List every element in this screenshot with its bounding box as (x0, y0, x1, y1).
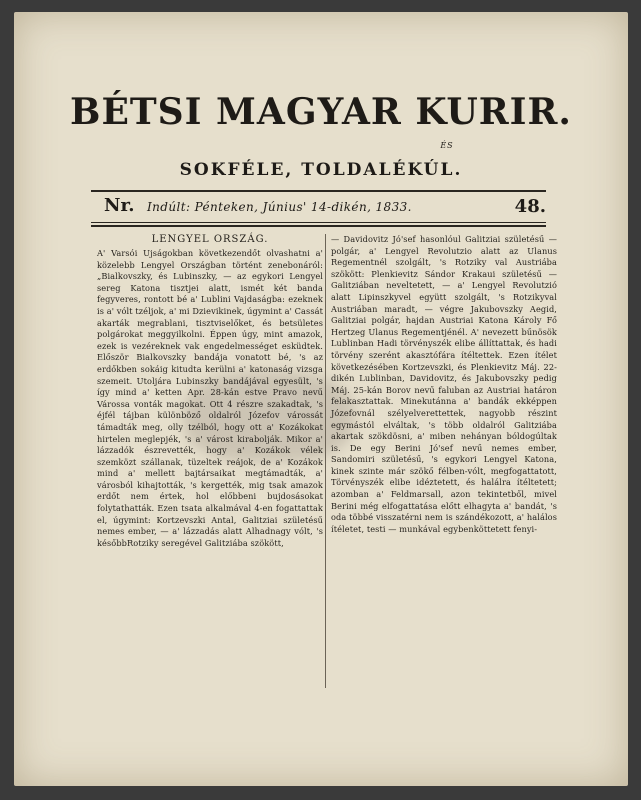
article-text-left: A' Varsói Ujságokban következendőt olvashatni a' közelebb Lengyel Országban történt zenebonáról: „Bialkovszky, és Lubinszky, — az egykori Lengyel sereg Katona tisztjei alatt, ismét két banda fegyveres, rontott bé a' Lublini Vajdaságba: ezeknek is a' vólt tzéljok, a' mi Dzievikinek, úgymint a' Cassát akarták megrablani, tisztviselőket, és betsületes polgárokat meggyilkolni. Éppen úgy, mint amazok, ezek is vezéreknek vak engedelmességet esküdtek. Először Bialkovszky bandája vonatott bé, 's az erdőkben sokáig kitudta kerülni a' katonaság vizsga szemeit. Utoljára Lubinszky bandájával egyesült, 's így mind a' ketten Apr. 28-kán estve Pravo nevű Várossa vonták magokat. Ott 4 részre szakadtak, 's éjfél tájban különböző oldalról Józefov várossát támadták meg, olly tzélból, hogy ott a' Kozákokat hirtelen meglepjék, 's a' várost kirabolják. Mikor a' lázzadók észrevették, hogy a' Kozákok vélek szemközt szállanak, tüzeltek reájok, de a' Kozákok mind a' mellett bajtársaikat megtámadták, a' városból kihajtották, 's kergették, mig tsak amazok erdőt nem értek, hol előbbeni bujdosásokat folytathatták. Ezen tsata alkalmával 4-en fogattattak el, úgymint: Kortzevszki Antal, Galitziai születésű nemes ember, — a' lázzadás alatt Alhadnagy vólt, 's későbbRotziky seregével Galitziába szökött, (97, 248, 323, 548)
newspaper-subtitle: SOKFÉLE, TOLDALÉKÚL. (179, 160, 463, 180)
bottom-rule-thick (91, 225, 546, 227)
newspaper-page (14, 12, 628, 786)
article-heading: LENGYEL ORSZÁG. (151, 234, 269, 245)
article-column-right (331, 234, 557, 535)
dateline: Indúlt: Pénteken, Június' 14-dikén, 1833. (147, 200, 412, 214)
issue-line (94, 195, 546, 221)
number-label: Nr. (104, 195, 135, 216)
bottom-rule-thin (91, 222, 546, 223)
issue-number: 48. (514, 196, 546, 217)
column-divider (325, 234, 326, 688)
article-column-left (97, 234, 323, 549)
top-rule (91, 190, 546, 192)
title-connector: ÉS (440, 141, 454, 150)
newspaper-title: BÉTSI MAGYAR KURIR. (70, 91, 572, 133)
article-text-right: — Davidovitz Jó'sef hasonlóul Galitziai születésű — polgár, a' Lengyel Revolutzio alatt az Ulanus Regementnél szolgált, 's Rotziky val Austriába szökött: Plenkievitz Sándor Krakaui születésű — Galitziában neveltetett, — a' Lengyel Revolutzió alatt Lipinszkyvel együtt szolgált, 's Rotzikyval Austriában maradt, — végre Jakubovszky Aegid, Galitziai polgár, hajdan Austriai Katona Károly Fő Hertzeg Ulanus Regementjénél. A' nevezett bűnösök Lublinban Hadi törvényszék elibe állíttattak, és hadi törvény szerént akasztófára ítéltettek. Ezen ítélet következésében Kortzevszki, és Plenkievitz Máj. 22-dikén Lublinban, Davidovitz, és Jakubovszky pedig Máj. 25-kán Borov nevű faluban az Austriai határon felakasztattak. Minekutánna a' bandák ekképpen Józefovnál szélyelverettettek, nagyobb részint egymástól elváltak, 's több oldalról Galitziába akartak szökdösni, a' miben nehányan bóldogúltak is. De egy Berini Jó'sef nevű nemes ember, Sandomiri születésű, 's egykori Lengyel Katona, kinek szinte már szökő félben-vólt, megfogattatott, Törvényszék elibe idéztetett, és halálra ítéltetett; azomban a' Feldmarsall, azon tekintetből, mivel Berini még elfogattatása előtt elhagyta a' bandát, 's oda többé visszatérni nem is szándékozott, a' halálos ítéletet, testi — munkával egybenköttetett fenyi- (331, 234, 557, 534)
